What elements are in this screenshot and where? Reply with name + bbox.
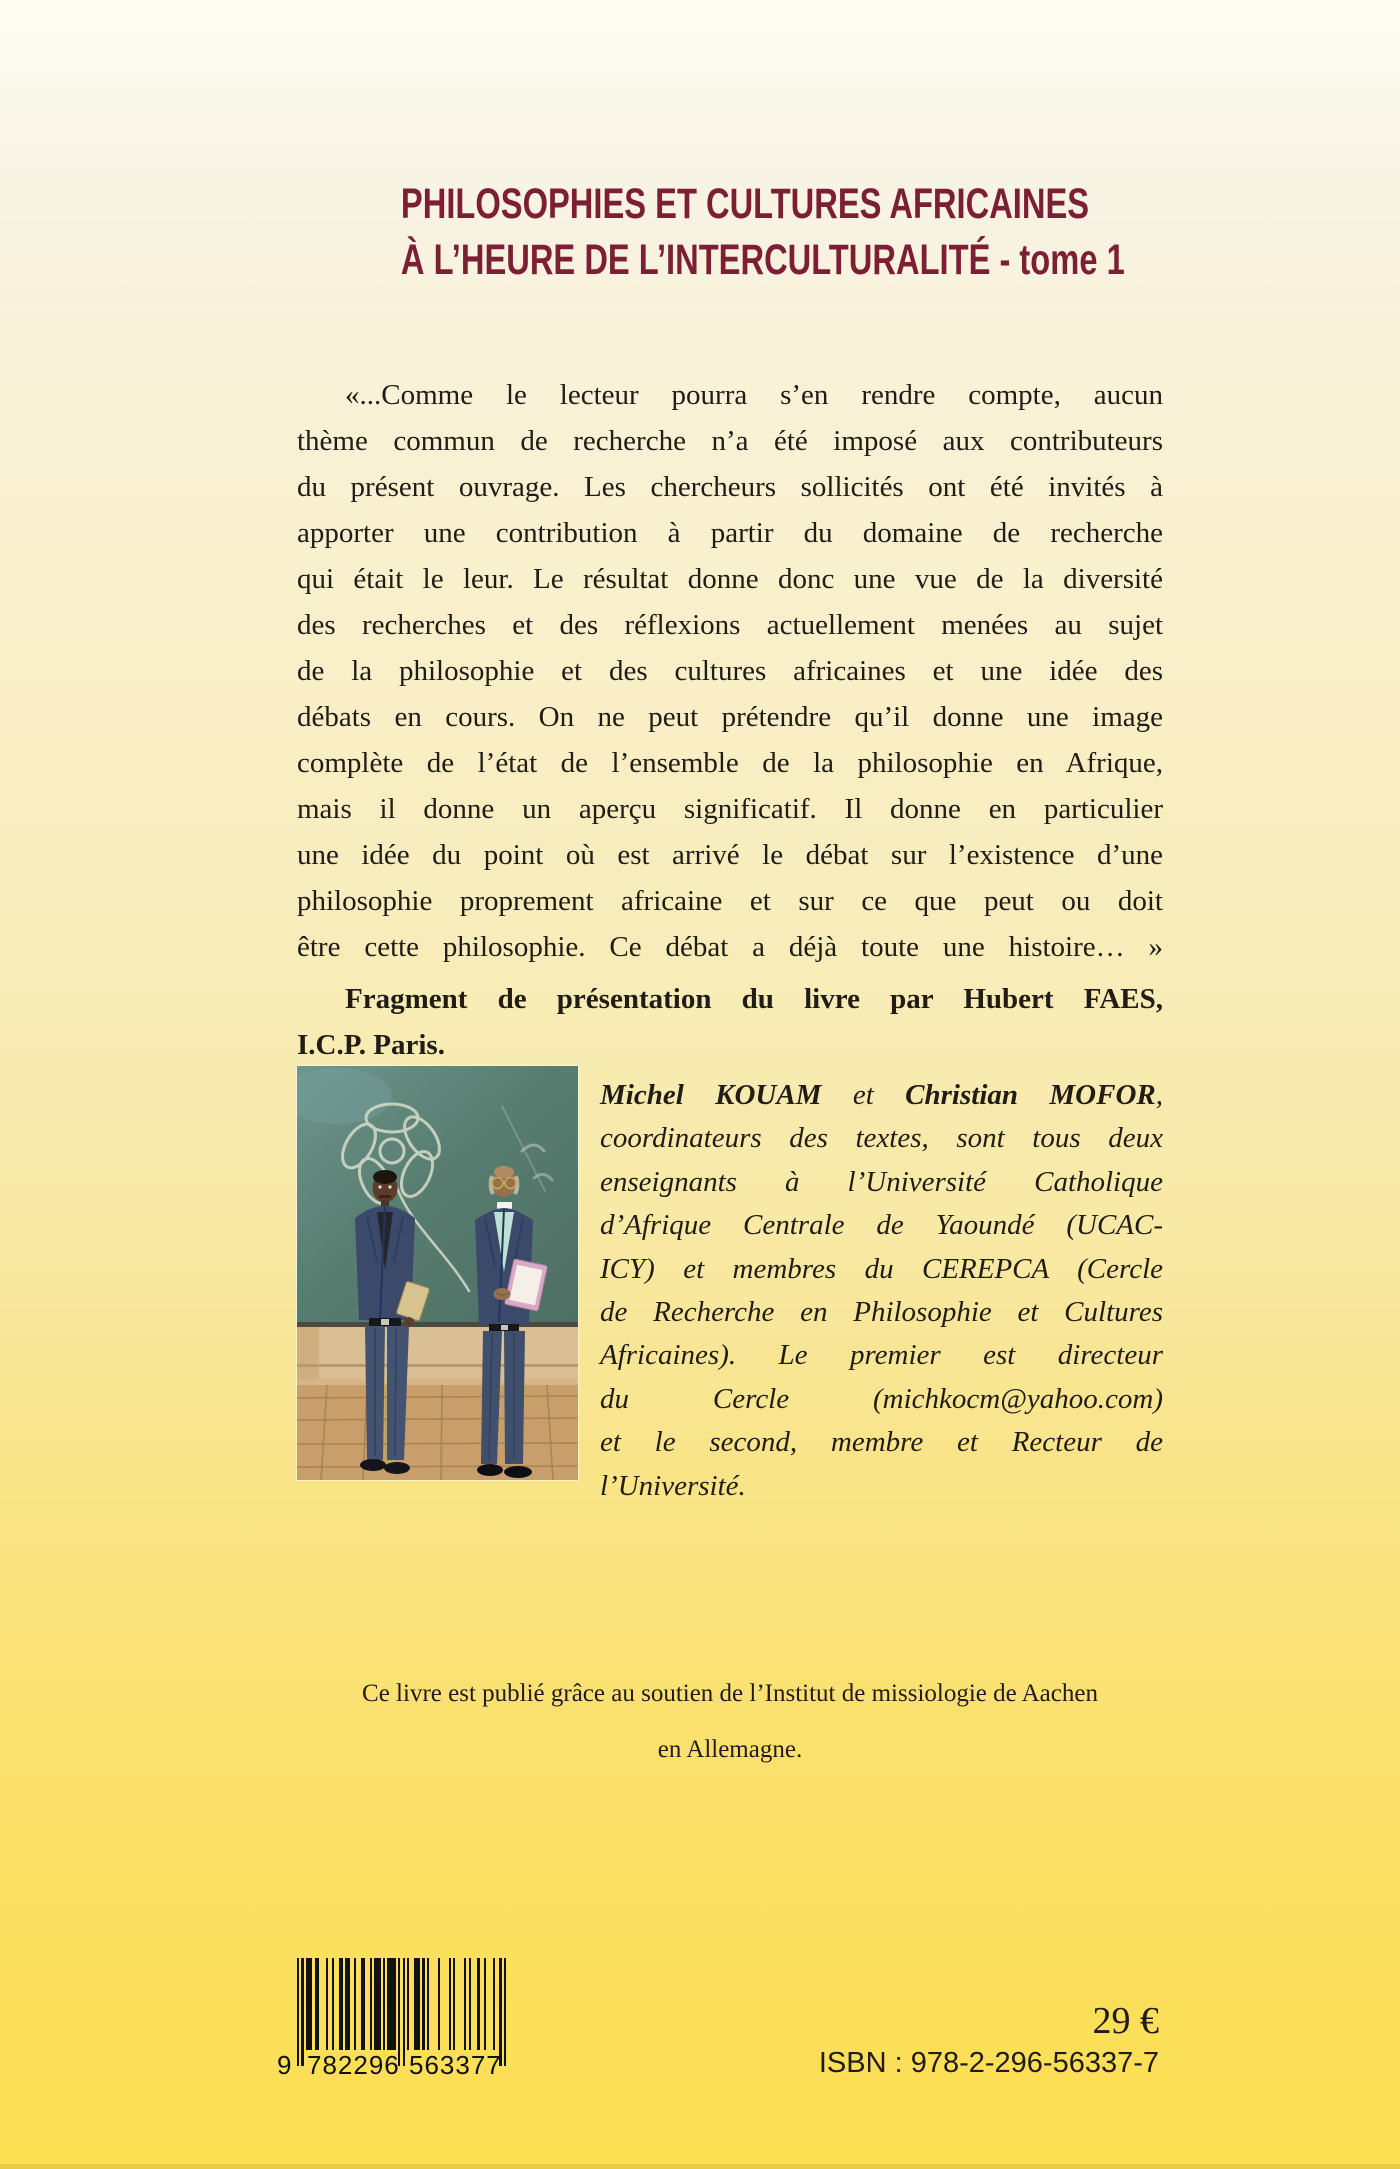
support-note [297, 1666, 1163, 1778]
barcode-bar [394, 1958, 396, 2050]
barcode-bar [348, 1958, 350, 2050]
bio-line: l’Université. [600, 1469, 746, 1502]
barcode-digit-first: 9 [277, 2050, 292, 2080]
barcode-bar [418, 1958, 420, 2050]
support-note-line1: Ce livre est publié grâce au soutien de l’Institut de missiologie de Aachen [362, 1680, 1098, 1707]
bio-line: d’Afrique Centrale de Yaoundé (UCAC- [600, 1209, 1163, 1242]
barcode-bar [310, 1958, 312, 2050]
presentation-quote [297, 372, 1163, 1068]
barcode-bar [477, 1958, 479, 2050]
barcode-bar [469, 1958, 471, 2050]
barcode-bar [493, 1958, 495, 2050]
barcode-bar [341, 1958, 343, 2050]
authors-photo [297, 1066, 578, 1480]
authors-bio [600, 1066, 1163, 1508]
quote-line: «...Comme le lecteur pourra s’en rendre compte, aucun [345, 379, 1163, 411]
authors-photo-illustration [297, 1066, 578, 1480]
quote-line: qui était le leur. Le résultat donne donc une vue de la diversité [297, 563, 1163, 595]
bio-connector: et [821, 1079, 906, 1111]
barcode-digit-group1: 782296 [307, 2050, 400, 2080]
quote-line: complète de l’état de l’ensemble de la philosophie en Afrique, [297, 747, 1163, 779]
book-title-line1: PHILOSOPHIES ET CULTURES AFRICAINES [400, 180, 1090, 228]
barcode-bar [438, 1958, 440, 2050]
ean13-barcode [277, 1958, 506, 2088]
bio-line: Africaines). Le premier est directeur [600, 1339, 1163, 1372]
bio-lines [600, 1117, 1163, 1508]
barcode-bar [370, 1958, 372, 2050]
bio-line: du Cercle (michkocm@yahoo.com) [600, 1382, 1163, 1415]
price: 29 € [1092, 2000, 1159, 2042]
pricing-block [819, 2000, 1159, 2080]
barcode-bar [378, 1958, 380, 2050]
barcode-digit-group2: 563377 [409, 2050, 502, 2080]
content-column [277, 0, 1163, 2169]
author-name-2: Christian MOFOR [905, 1079, 1156, 1111]
support-note-line2: en Allemagne. [657, 1736, 803, 1763]
quote-line: débats en cours. On ne peut prétendre qu’il donne une image [297, 701, 1163, 733]
barcode-bar [383, 1958, 385, 2050]
barcode-bar [449, 1958, 451, 2050]
quote-line: être cette philosophie. Ce débat a déjà toute une histoire… » [297, 931, 1163, 963]
bio-line: coordinateurs des textes, sont tous deux [600, 1122, 1163, 1155]
chalkboard-tray [297, 1322, 578, 1327]
barcode-bar [464, 1958, 466, 2050]
barcode-bar [363, 1958, 365, 2050]
barcode-bar [332, 1958, 334, 2050]
barcode-bar [422, 1958, 424, 2050]
bio-line: de Recherche en Philosophie et Cultures [600, 1296, 1163, 1329]
barcode-bar [453, 1958, 455, 2050]
quote-line: du présent ouvrage. Les chercheurs sollicités ont été invités à [297, 471, 1163, 503]
barcode-bar [407, 1958, 409, 2050]
quote-lines [297, 372, 1163, 970]
quote-line: philosophie proprement africaine et sur ce que peut ou doit [297, 885, 1163, 917]
quote-line: mais il donne un aperçu significatif. Il donne en particulier [297, 793, 1163, 825]
barcode-bar [354, 1958, 356, 2050]
bio-names-line [600, 1074, 1163, 1117]
bio-line: enseignants à l’Université Catholique [600, 1165, 1163, 1198]
quote-line: une idée du point où est arrivé le débat sur l’existence d’une [297, 839, 1163, 871]
quote-line: thème commun de recherche n’a été imposé aux contributeurs [297, 425, 1163, 457]
attribution-line1: Fragment de présentation du livre par Hubert FAES, [345, 983, 1163, 1015]
quote-line: des recherches et des réflexions actuellement menées au sujet [297, 609, 1163, 641]
book-title [297, 176, 1163, 288]
barcode-bar [484, 1958, 486, 2050]
authors-section [297, 1066, 1163, 1508]
barcode-bar [317, 1958, 319, 2050]
attribution-line2: I.C.P. Paris. [297, 1029, 445, 1061]
book-title-line2: À L’HEURE DE L’INTERCULTURALITÉ - tome 1 [400, 236, 1125, 284]
bio-line: et le second, membre et Recteur de [600, 1426, 1163, 1459]
wall [297, 1327, 578, 1379]
barcode-digits [277, 2048, 506, 2082]
tiled-floor [297, 1379, 578, 1480]
barcode-bar [427, 1958, 429, 2050]
author-name-1: Michel KOUAM [600, 1079, 822, 1111]
bio-names-comma: , [1155, 1079, 1163, 1111]
quote-line: apporter une contribution à partir du domaine de recherche [297, 517, 1163, 549]
quote-attribution [297, 976, 1163, 1068]
barcode-bar [326, 1958, 328, 2050]
bio-line: ICY) et membres du CEREPCA (Cercle [600, 1252, 1163, 1285]
quote-line: de la philosophie et des cultures africaines et une idée des [297, 655, 1163, 687]
isbn: ISBN : 978-2-296-56337-7 [818, 2047, 1159, 2079]
